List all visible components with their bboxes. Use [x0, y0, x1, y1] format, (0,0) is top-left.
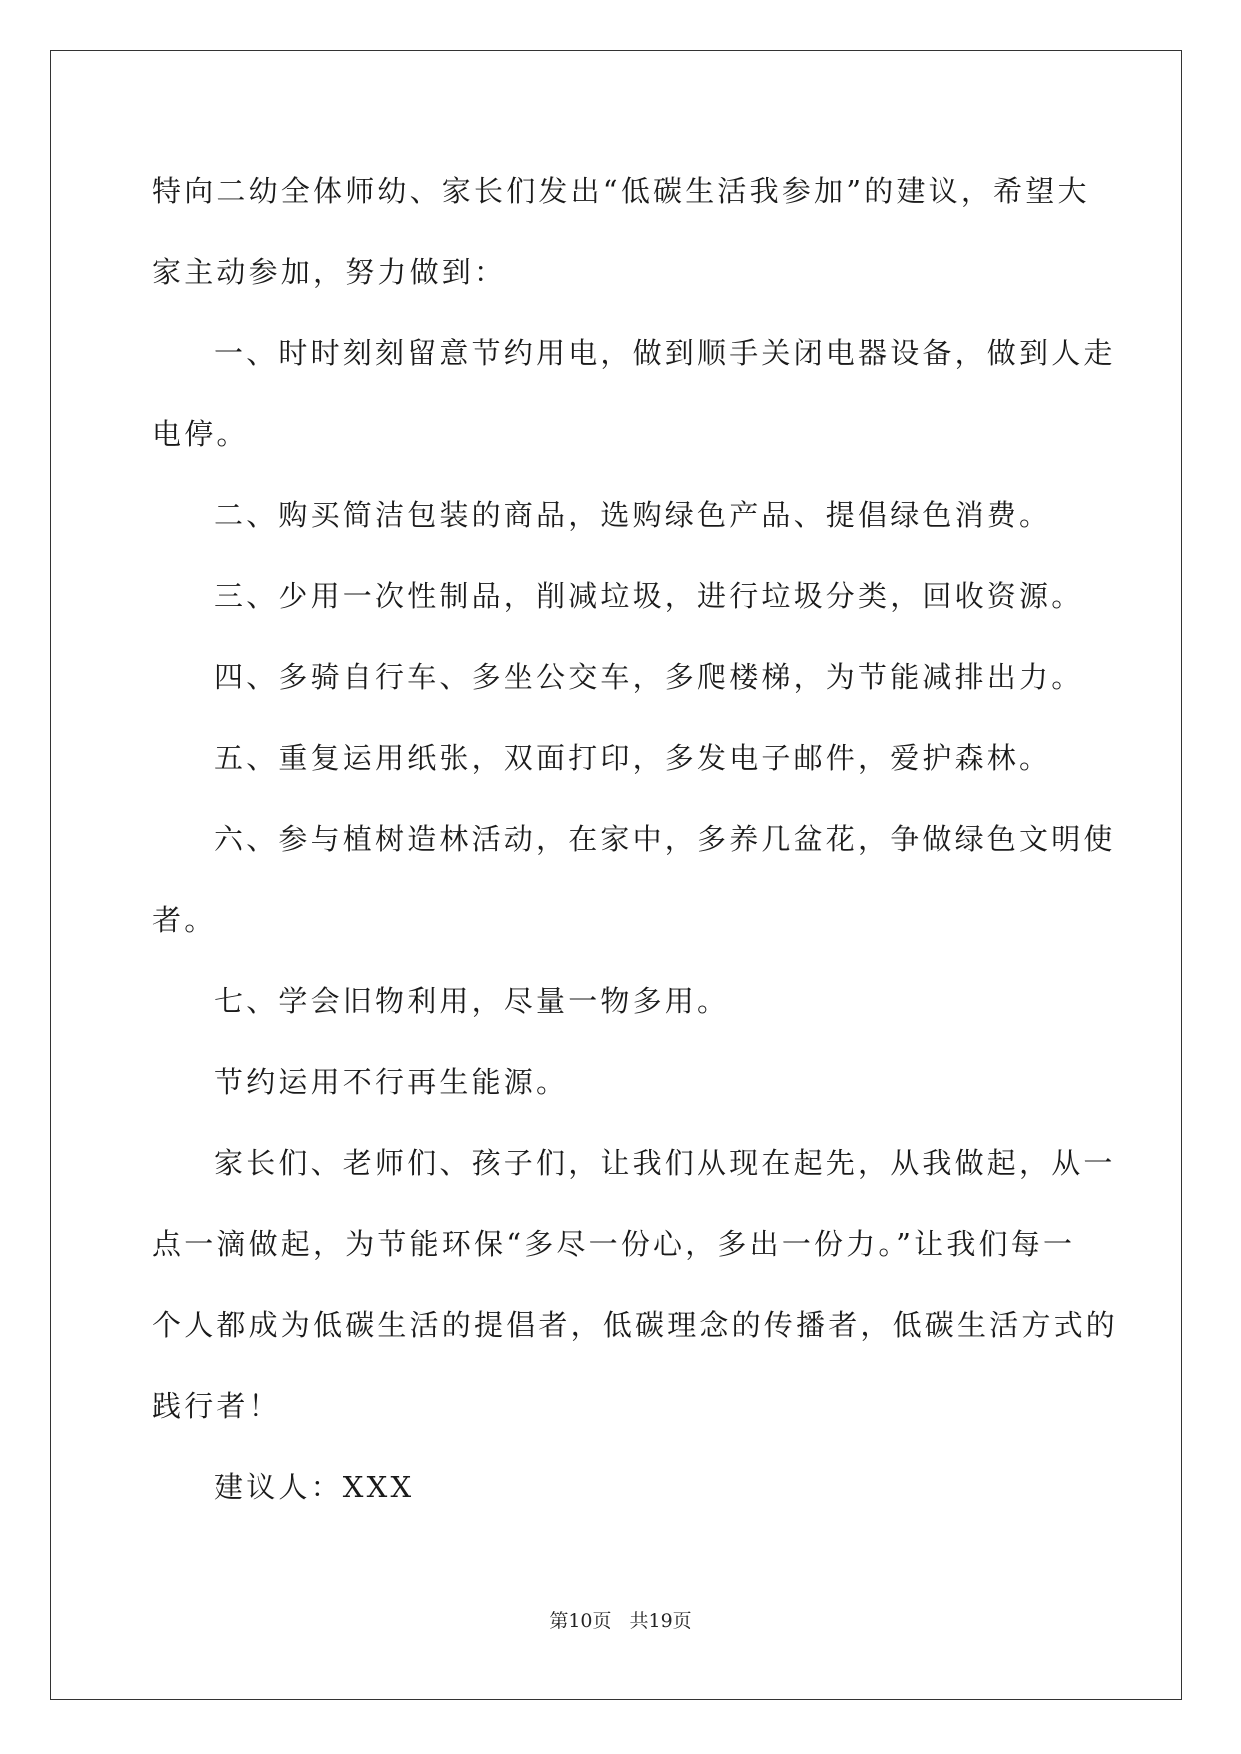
page-number-total: 共19页 — [629, 1610, 692, 1632]
paragraph-line: 者。 — [152, 903, 217, 937]
closing-paragraph-line: 家长们、老师们、孩子们，让我们从现在起先，从我做起，从一 — [214, 1146, 1116, 1180]
paragraph-line: 特向二幼全体师幼、家长们发出“低碳生活我参加”的建议，希望大 — [152, 174, 1090, 208]
paragraph-line: 家主动参加，努力做到： — [152, 255, 507, 289]
paragraph-line: 电停。 — [152, 417, 249, 451]
item-three: 三、少用一次性制品，削减垃圾，进行垃圾分类，回收资源。 — [214, 579, 1084, 613]
paragraph-line: 节约运用不行再生能源。 — [214, 1065, 569, 1099]
item-four: 四、多骑自行车、多坐公交车，多爬楼梯，为节能减排出力。 — [214, 660, 1084, 694]
page-border — [50, 50, 1182, 1700]
item-six-line: 六、参与植树造林活动，在家中，多养几盆花，争做绿色文明使 — [214, 822, 1116, 856]
proposer-signature: 建议人：XXX — [214, 1470, 415, 1504]
closing-paragraph-line: 个人都成为低碳生活的提倡者，低碳理念的传播者，低碳生活方式的 — [152, 1308, 1119, 1342]
item-two: 二、购买简洁包装的商品，选购绿色产品、提倡绿色消费。 — [214, 498, 1052, 532]
closing-paragraph-line: 点一滴做起，为节能环保“多尽一份心，多出一份力。”让我们每一 — [152, 1227, 1076, 1261]
item-five: 五、重复运用纸张，双面打印，多发电子邮件，爱护森林。 — [214, 741, 1052, 775]
item-one-line: 一、时时刻刻留意节约用电，做到顺手关闭电器设备，做到人走 — [214, 336, 1116, 370]
page-number-current: 第10页 — [549, 1610, 612, 1632]
page-footer — [0, 1609, 1241, 1633]
item-seven: 七、学会旧物利用，尽量一物多用。 — [214, 984, 730, 1018]
closing-paragraph-line: 践行者！ — [152, 1389, 281, 1423]
